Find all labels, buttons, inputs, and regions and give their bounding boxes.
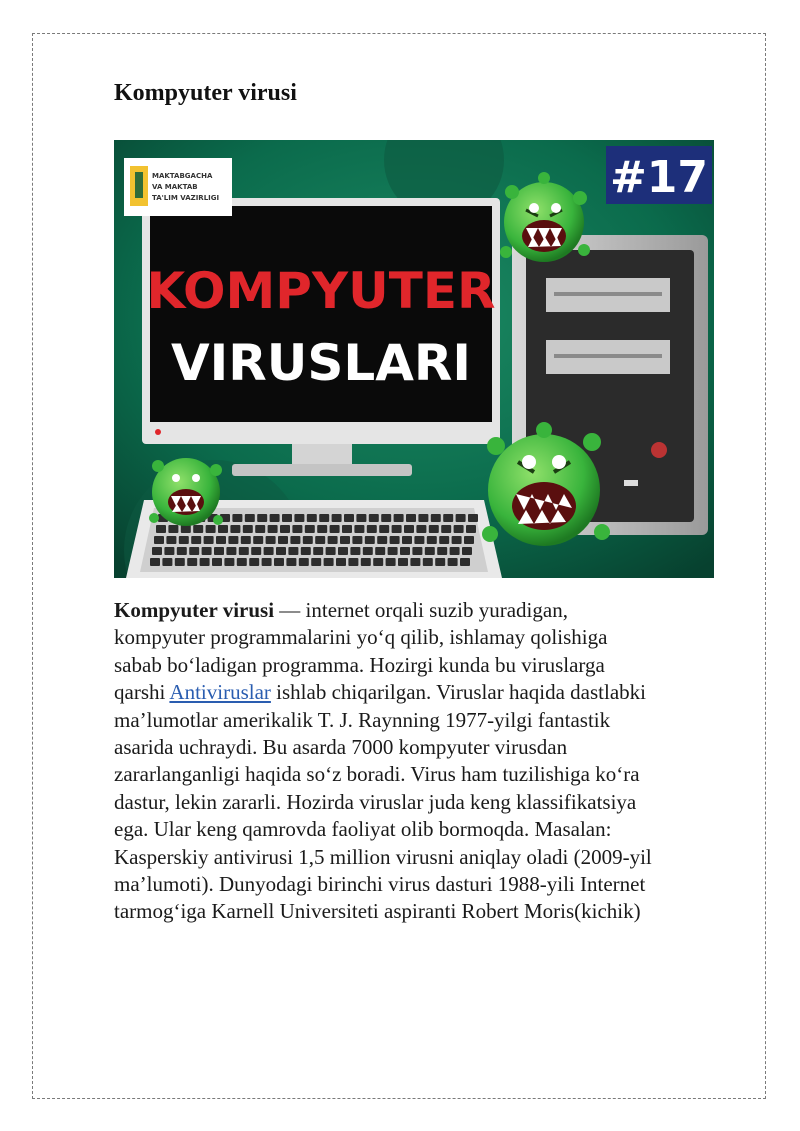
keyboard-key — [427, 536, 437, 544]
keyboard-key — [418, 514, 428, 522]
keyboard-key — [202, 547, 212, 555]
logo-line-3: TA'LIM VAZIRLIGI — [152, 194, 220, 202]
keyboard-key — [243, 525, 253, 533]
article-line-5: ma’lumotlar amerikalik T. J. Raynning 1977-yilgi fantastik — [114, 707, 611, 732]
keyboard-key — [307, 514, 317, 522]
keyboard-key — [175, 558, 185, 566]
keyboard-key — [439, 536, 449, 544]
keyboard-key — [377, 536, 387, 544]
keyboard-key — [361, 558, 371, 566]
keyboard-key — [239, 547, 249, 555]
keyboard-key — [212, 558, 222, 566]
keyboard-key — [315, 536, 325, 544]
keyboard-key — [216, 536, 226, 544]
keyboard-key — [464, 536, 474, 544]
keyboard-key — [406, 514, 416, 522]
keyboard-key — [443, 514, 453, 522]
keyboard-key — [224, 558, 234, 566]
keyboard-key — [251, 547, 261, 555]
article-line-6: asarida uchraydi. Bu asarda 7000 kompyuter virusdan — [114, 735, 568, 760]
keyboard-key — [324, 558, 334, 566]
keyboard-key — [288, 547, 298, 555]
keyboard-key — [375, 547, 385, 555]
keyboard-key — [286, 558, 296, 566]
keyboard-key — [206, 525, 216, 533]
keyboard-key — [330, 525, 340, 533]
keyboard-key — [303, 536, 313, 544]
keyboard-key — [388, 547, 398, 555]
keyboard-key — [177, 547, 187, 555]
keyboard-key — [431, 514, 441, 522]
article-line-1-rest: — internet orqali suzib yuradigan, — [274, 598, 568, 622]
article-line-4-before: qarshi — [114, 680, 170, 705]
keyboard-key — [317, 525, 327, 533]
keyboard-key — [448, 558, 458, 566]
keyboard-key — [257, 514, 267, 522]
keyboard-key — [452, 536, 462, 544]
article-line-7: zararlanganligi haqida so‘z boradi. Virus ham tuzilishiga ko‘ra — [114, 762, 640, 787]
article-line-1 — [114, 597, 754, 624]
article-body — [114, 597, 754, 926]
antiviruslar-link[interactable]: Antiviruslar — [169, 680, 271, 705]
keyboard-key — [425, 547, 435, 555]
keyboard-key — [264, 547, 274, 555]
keyboard-key — [350, 547, 360, 555]
keyboard-key — [326, 547, 336, 555]
article-line-11: ma’lumoti). Dunyodagi birinchi virus dasturi 1988-yili Internet — [114, 872, 646, 897]
keyboard-key — [179, 536, 189, 544]
keyboard-key — [441, 525, 451, 533]
keyboard-key — [290, 536, 300, 544]
keyboard-key — [311, 558, 321, 566]
keyboard-key — [278, 536, 288, 544]
keyboard-key — [392, 525, 402, 533]
episode-badge — [606, 146, 712, 204]
keyboard-key — [230, 525, 240, 533]
keyboard-key — [214, 547, 224, 555]
keyboard-key — [232, 514, 242, 522]
keyboard-key — [414, 536, 424, 544]
keyboard-key — [156, 525, 166, 533]
keyboard-key — [338, 547, 348, 555]
keyboard-key — [390, 536, 400, 544]
keyboard-key — [354, 525, 364, 533]
keyboard-key — [328, 536, 338, 544]
keyboard-key — [266, 536, 276, 544]
keyboard-key — [292, 525, 302, 533]
keyboard-key — [200, 558, 210, 566]
keyboard-key — [416, 525, 426, 533]
article-line-9: ega. Ular keng qamrovda faoliyat olib bormoqda. Masalan: — [114, 817, 612, 842]
keyboard-key — [191, 536, 201, 544]
keyboard-key — [400, 547, 410, 555]
keyboard-key — [410, 558, 420, 566]
keyboard-key — [274, 558, 284, 566]
article-line-4-after: ishlab chiqarilgan. Viruslar haqida dastlabki — [270, 680, 646, 705]
page-title: Kompyuter virusi — [114, 80, 297, 106]
keyboard-key — [348, 558, 358, 566]
article-line-8: dastur, lekin zararli. Hozirda viruslar juda keng klassifikatsiya — [114, 789, 637, 814]
logo-line-1: MAKTABGACHA — [152, 172, 213, 180]
keyboard-key — [241, 536, 251, 544]
keyboard-key — [336, 558, 346, 566]
keyboard-key — [319, 514, 329, 522]
article-line-3: sabab bo‘ladigan programma. Hozirgi kunda bu viruslarga — [114, 652, 605, 677]
keyboard-key — [468, 514, 478, 522]
keyboard-key — [255, 525, 265, 533]
keyboard-key — [394, 514, 404, 522]
keyboard-key — [181, 525, 191, 533]
keyboard-key — [423, 558, 433, 566]
keyboard-key — [402, 536, 412, 544]
keyboard-key — [437, 547, 447, 555]
keyboard-key — [218, 525, 228, 533]
hero-image — [114, 140, 714, 578]
keyboard-key — [154, 536, 164, 544]
keyboard-key — [168, 525, 178, 533]
keyboard-key — [435, 558, 445, 566]
keyboard-key — [204, 536, 214, 544]
logo-line-2: VA MAKTAB — [152, 183, 198, 191]
keyboard-key — [305, 525, 315, 533]
keyboard-key — [342, 525, 352, 533]
keyboard-key — [270, 514, 280, 522]
keyboard-key — [367, 525, 377, 533]
keyboard-key — [237, 558, 247, 566]
keyboard-key — [332, 514, 342, 522]
keyboard-key — [373, 558, 383, 566]
article-line-4 — [114, 679, 754, 706]
keyboard-key — [280, 525, 290, 533]
keyboard-key — [340, 536, 350, 544]
keyboard-key — [301, 547, 311, 555]
keyboard-key — [228, 536, 238, 544]
keyboard-key — [344, 514, 354, 522]
keyboard-key — [189, 547, 199, 555]
keyboard-key — [152, 547, 162, 555]
keyboard-key — [262, 558, 272, 566]
keyboard-key — [150, 558, 160, 566]
screen-headline-red: KOMPYUTER — [146, 262, 496, 320]
keyboard-key — [369, 514, 379, 522]
keyboard-key — [412, 547, 422, 555]
keyboard-key — [398, 558, 408, 566]
keyboard-key — [450, 547, 460, 555]
keyboard-key — [268, 525, 278, 533]
keyboard-key — [294, 514, 304, 522]
screen-headline-white: VIRUSLARI — [170, 334, 472, 392]
keyboard-key — [253, 536, 263, 544]
keyboard-key — [162, 558, 172, 566]
badge-text: #17 — [609, 152, 709, 203]
article-line-10: Kasperskiy antivirusi 1,5 million virusni aniqlay oladi (2009-yil — [114, 844, 652, 869]
keyboard-key — [462, 547, 472, 555]
keyboard-key — [363, 547, 373, 555]
keyboard-key — [365, 536, 375, 544]
keyboard-key — [381, 514, 391, 522]
keyboard-key — [404, 525, 414, 533]
ministry-logo — [124, 158, 232, 216]
keyboard-key — [460, 558, 470, 566]
keyboard-key — [282, 514, 292, 522]
keyboard-key — [454, 525, 464, 533]
keyboard-key — [299, 558, 309, 566]
keyboard-key — [249, 558, 259, 566]
keyboard-key — [245, 514, 255, 522]
keyboard-key — [466, 525, 476, 533]
keyboard-key — [429, 525, 439, 533]
keyboard-key — [226, 547, 236, 555]
keyboard-key — [313, 547, 323, 555]
article-line-12: tarmog‘iga Karnell Universiteti aspiranti Robert Moris(kichik) — [114, 899, 641, 924]
keyboard-key — [356, 514, 366, 522]
keyboard-key — [193, 525, 203, 533]
article-line-2: kompyuter programmalarini yo‘q qilib, ishlamay qolishiga — [114, 625, 608, 650]
keyboard-key — [276, 547, 286, 555]
keyboard-key — [456, 514, 466, 522]
keyboard-key — [379, 525, 389, 533]
keyboard-key — [164, 547, 174, 555]
keyboard-key — [166, 536, 176, 544]
keyboard-key — [352, 536, 362, 544]
keyboard-key — [386, 558, 396, 566]
article-lead-term: Kompyuter virusi — [114, 598, 275, 622]
keyboard-key — [187, 558, 197, 566]
